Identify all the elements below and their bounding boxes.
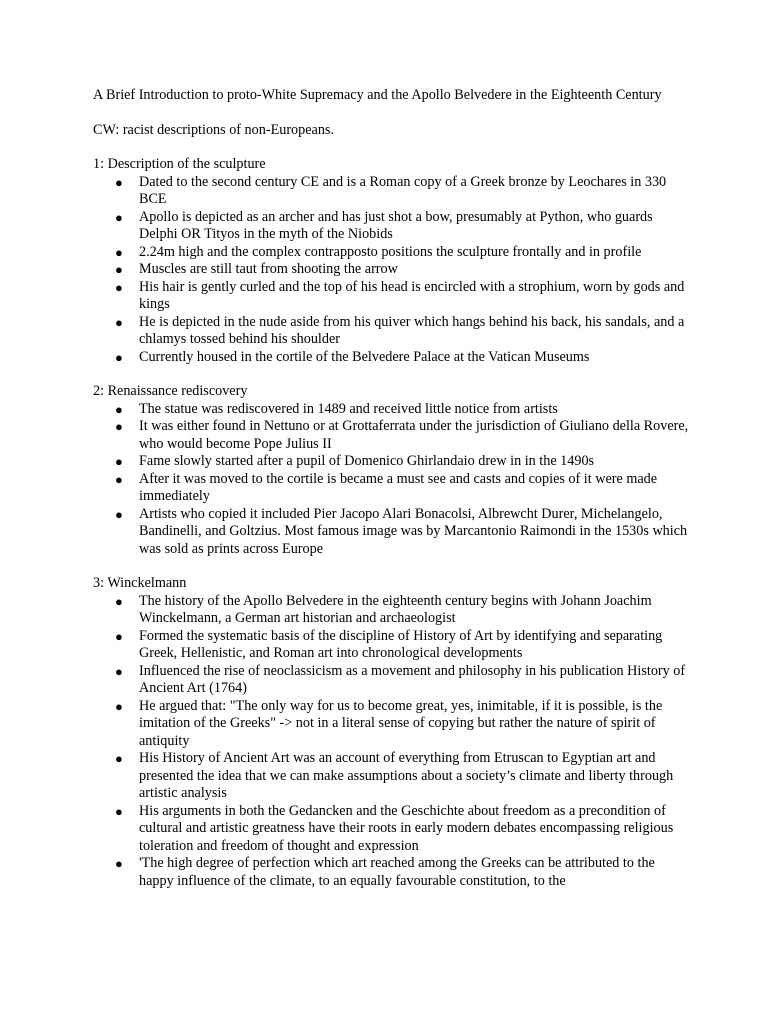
document-body [93, 87, 693, 907]
bullet-icon: ● [115, 174, 123, 190]
list-item-text: The statue was rediscovered in 1489 and received little notice from artists [139, 400, 558, 417]
list-item [93, 855, 693, 890]
document-title: A Brief Introduction to proto-White Supremacy and the Apollo Belvedere in the Eighteenth Century [93, 87, 662, 103]
list-item [93, 803, 693, 856]
section-heading: 1: Description of the sculpture [93, 156, 266, 172]
list-item [93, 401, 693, 419]
bullet-icon: ● [115, 349, 123, 365]
list-item-text: He is depicted in the nude aside from his quiver which hangs behind his back, his sandals, and a chlamys tossed behind his shoulder [139, 313, 685, 347]
list-item [93, 261, 693, 279]
list-item [93, 244, 693, 262]
list-item-text: 'The high degree of perfection which art reached among the Greeks can be attributed to the happy influence of the climate, to an equally favourable constitution, to the [139, 855, 655, 889]
list-item-text: His arguments in both the Gedancken and the Geschichte about freedom as a precondition of cultural and artistic greatness have their roots in early modern debates encompassing religious toleration and freedom of thought and expression [139, 802, 674, 854]
section-heading: 3: Winckelmann [93, 575, 187, 591]
list-item-text: After it was moved to the cortile is became a must see and casts and copies of it were made immediately [139, 470, 658, 504]
bullet-icon: ● [115, 593, 123, 609]
list-item-text: Formed the systematic basis of the discipline of History of Art by identifying and separating Greek, Hellenistic, and Roman art into chronological developments [139, 627, 663, 661]
bullet-list [93, 174, 693, 367]
list-item-text: The history of the Apollo Belvedere in the eighteenth century begins with Johann Joachim Winckelmann, a German art historian and archaeologist [139, 592, 652, 626]
list-item [93, 628, 693, 663]
section-winckelmann [93, 575, 693, 890]
list-item [93, 349, 693, 367]
list-item [93, 698, 693, 751]
bullet-icon: ● [115, 279, 123, 295]
bullet-list [93, 401, 693, 559]
list-item-text: He argued that: "The only way for us to become great, yes, inimitable, if it is possible, is the imitation of the Greeks" -> not in a literal sense of copying but rather the nature of spirit of antiquity [139, 697, 663, 749]
bullet-icon: ● [115, 856, 123, 871]
list-item [93, 453, 693, 471]
bullet-icon: ● [115, 506, 123, 522]
list-item-text: His History of Ancient Art was an account of everything from Etruscan to Egyptian art and presented the idea that we can make assumptions about a society’s climate and liberty through artistic analysis [139, 750, 674, 801]
list-item [93, 663, 693, 698]
list-item-text: Currently housed in the cortile of the Belvedere Palace at the Vatican Museums [139, 348, 590, 365]
bullet-icon: ● [115, 454, 123, 469]
list-item [93, 593, 693, 628]
bullet-icon: ● [115, 244, 123, 260]
list-item-text: Artists who copied it included Pier Jacopo Alari Bonacolsi, Albrewcht Durer, Michelangelo, Bandinelli, and Goltzius. Most famous image was by Marcantonio Raimondi in the 1530s which was sold as prints across Europe [139, 505, 688, 557]
bullet-icon: ● [115, 419, 123, 434]
list-item [93, 506, 693, 559]
list-item-text: Influenced the rise of neoclassicism as a movement and philosophy in his publication History of Ancient Art (1764) [139, 662, 686, 696]
list-item [93, 471, 693, 506]
list-item [93, 750, 693, 803]
list-item-text: Muscles are still taut from shooting the arrow [139, 261, 398, 277]
bullet-icon: ● [115, 803, 123, 819]
list-item-text: Fame slowly started after a pupil of Domenico Ghirlandaio drew in in the 1490s [139, 453, 595, 469]
list-item-text: His hair is gently curled and the top of his head is encircled with a strophium, worn by gods and kings [139, 278, 685, 312]
list-item-text: 2.24m high and the complex contrapposto positions the sculpture frontally and in profile [139, 243, 642, 260]
list-item-text: Apollo is depicted as an archer and has just shot a bow, presumably at Python, who guards Delphi OR Tityos in the myth of the Niobids [139, 208, 653, 242]
list-item [93, 314, 693, 349]
list-item [93, 209, 693, 244]
bullet-icon: ● [115, 628, 123, 644]
bullet-icon: ● [115, 209, 123, 225]
bullet-icon: ● [115, 663, 123, 679]
bullet-icon: ● [115, 314, 123, 330]
section-renaissance [93, 383, 693, 558]
section-description [93, 156, 693, 366]
list-item-text: Dated to the second century CE and is a Roman copy of a Greek bronze by Leochares in 330 BCE [139, 173, 667, 207]
list-item [93, 174, 693, 209]
bullet-icon: ● [115, 471, 123, 487]
list-item-text: It was either found in Nettuno or at Grottaferrata under the jurisdiction of Giuliano della Rovere, who would become Pope Julius II [139, 418, 689, 452]
bullet-list [93, 593, 693, 891]
list-item [93, 279, 693, 314]
bullet-icon: ● [115, 262, 123, 277]
list-item [93, 418, 693, 453]
bullet-icon: ● [115, 698, 123, 714]
section-heading: 2: Renaissance rediscovery [93, 383, 248, 399]
bullet-icon: ● [115, 751, 123, 766]
content-warning: CW: racist descriptions of non-Europeans. [93, 121, 334, 138]
bullet-icon: ● [115, 401, 123, 417]
